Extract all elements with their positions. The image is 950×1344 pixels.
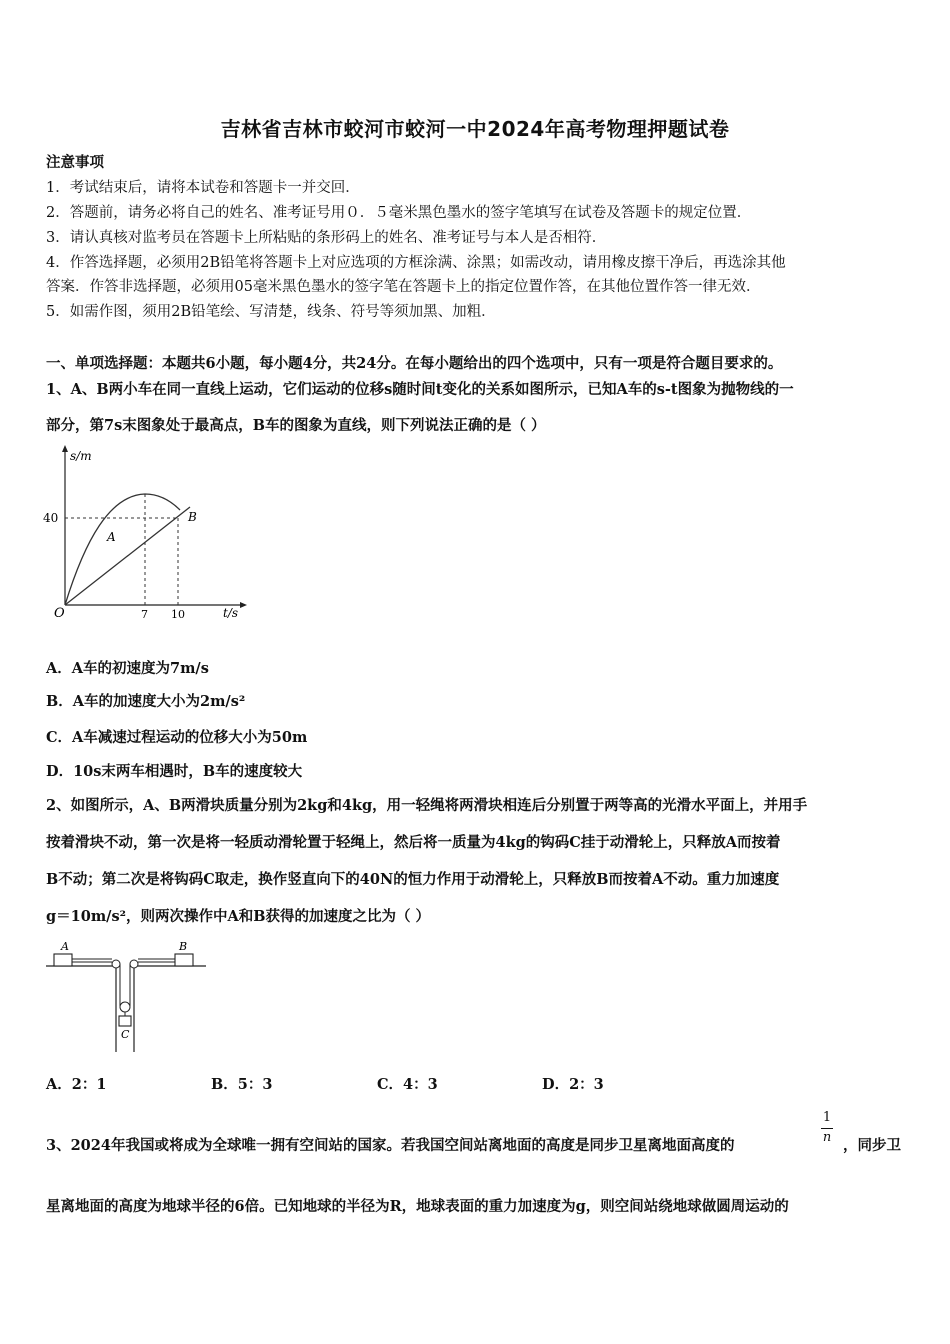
moving-pulley (120, 1002, 130, 1012)
notice-item-3: 3．请认真核对监考员在答题卡上所粘贴的条形码上的姓名、准考证号与本人是否相符． (46, 230, 607, 246)
q3-fraction-numerator: 1 (822, 1110, 832, 1125)
q1-option-b[interactable]: B．A车的加速度大小为2m/s² (46, 693, 246, 710)
q3-line1: 3、2024年我国或将成为全球唯一拥有空间站的国家。若我国空间站离地面的高度是同步卫星离地面高度的 (46, 1137, 735, 1154)
notice-item-2: 2．答题前，请务必将自己的姓名、准考证号用０．５毫米黑色墨水的签字笔填写在试卷及答题卡的规定位置． (46, 205, 752, 221)
page-title: 吉林省吉林市蛟河市蛟河一中2024年高考物理押题试卷 (220, 117, 730, 141)
q1-line2: 部分，第7s末图象处于最高点，B车的图象为直线，则下列说法正确的是（ ） (46, 417, 546, 434)
q3-fraction-bar (821, 1128, 833, 1129)
line-b (65, 507, 190, 605)
x-tick-10: 10 (171, 608, 185, 621)
q3-fraction-denominator: n (822, 1130, 832, 1145)
q1-option-a[interactable]: A．A车的初速度为7m/s (46, 660, 209, 677)
q2-line4: g＝10m/s²，则两次操作中A和B获得的加速度之比为（ ） (46, 908, 431, 925)
notice-item-4-cont: 答案．作答非选择题，必须用05毫米黑色墨水的签字笔在答题卡上的指定位置作答，在其他位置作答一律无效． (46, 279, 761, 295)
q3-line2: 星离地面的高度为地球半径的6倍。已知地球的半径为R，地球表面的重力加速度为g，则空间站绕地球做圆周运动的 (46, 1198, 789, 1215)
q1-st-graph (40, 440, 260, 625)
weight-c (119, 1016, 131, 1026)
q1-option-d[interactable]: D．10s末两车相遇时，B车的速度较大 (46, 763, 303, 780)
x-axis-label: t/s (223, 606, 239, 620)
label-a: A (61, 940, 69, 953)
y-tick-40: 40 (43, 511, 59, 525)
notice-heading: 注意事项 (46, 154, 104, 171)
q2-option-d[interactable]: D．2：3 (542, 1076, 604, 1093)
q2-option-a[interactable]: A．2：1 (46, 1076, 107, 1093)
section-heading: 一、单项选择题：本题共6小题，每小题4分，共24分。在每小题给出的四个选项中，只有一项是符合题目要求的。 (46, 355, 783, 372)
label-c: C (121, 1028, 130, 1041)
q2-line2: 按着滑块不动，第一次是将一轻质动滑轮置于轻绳上，然后将一质量为4kg的钩码C挂于动滑轮上，只释放A而按着 (46, 834, 781, 851)
notice-item-4: 4．作答选择题，必须用2B铅笔将答题卡上对应选项的方框涂满、涂黑；如需改动，请用橡皮擦干净后，再选涂其他 (46, 255, 786, 271)
notice-item-5: 5．如需作图，须用2B铅笔绘、写清楚，线条、符号等须加黑、加粗． (46, 304, 496, 320)
block-a (54, 954, 72, 966)
notice-item-1: 1．考试结束后，请将本试卷和答题卡一并交回． (46, 180, 360, 196)
block-b (175, 954, 193, 966)
label-b: B (179, 940, 188, 953)
q1-line1: 1、A、B两小车在同一直线上运动，它们运动的位移s随时间t变化的关系如图所示，已知A车的s-t图象为抛物线的一 (46, 381, 794, 398)
q1-option-c[interactable]: C．A车减速过程运动的位移大小为50m (46, 729, 308, 746)
x-tick-7: 7 (141, 608, 148, 621)
y-axis-label: s/m (70, 449, 92, 463)
q2-option-c[interactable]: C．4：3 (377, 1076, 438, 1093)
q2-pulley-figure (44, 936, 214, 1056)
line-b-label: B (188, 510, 197, 524)
q2-line1: 2、如图所示，A、B两滑块质量分别为2kg和4kg，用一轻绳将两滑块相连后分别置于两等高的光滑水平面上，并用手 (46, 797, 808, 814)
q2-option-b[interactable]: B．5：3 (211, 1076, 273, 1093)
origin-label: O (54, 606, 65, 621)
curve-a (65, 494, 180, 605)
q3-line1-end: ，同步卫 (843, 1137, 901, 1154)
q2-line3: B不动；第二次是将钩码C取走，换作竖直向下的40N的恒力作用于动滑轮上，只释放B而按着A不动。重力加速度 (46, 871, 780, 888)
curve-a-label: A (107, 530, 116, 544)
